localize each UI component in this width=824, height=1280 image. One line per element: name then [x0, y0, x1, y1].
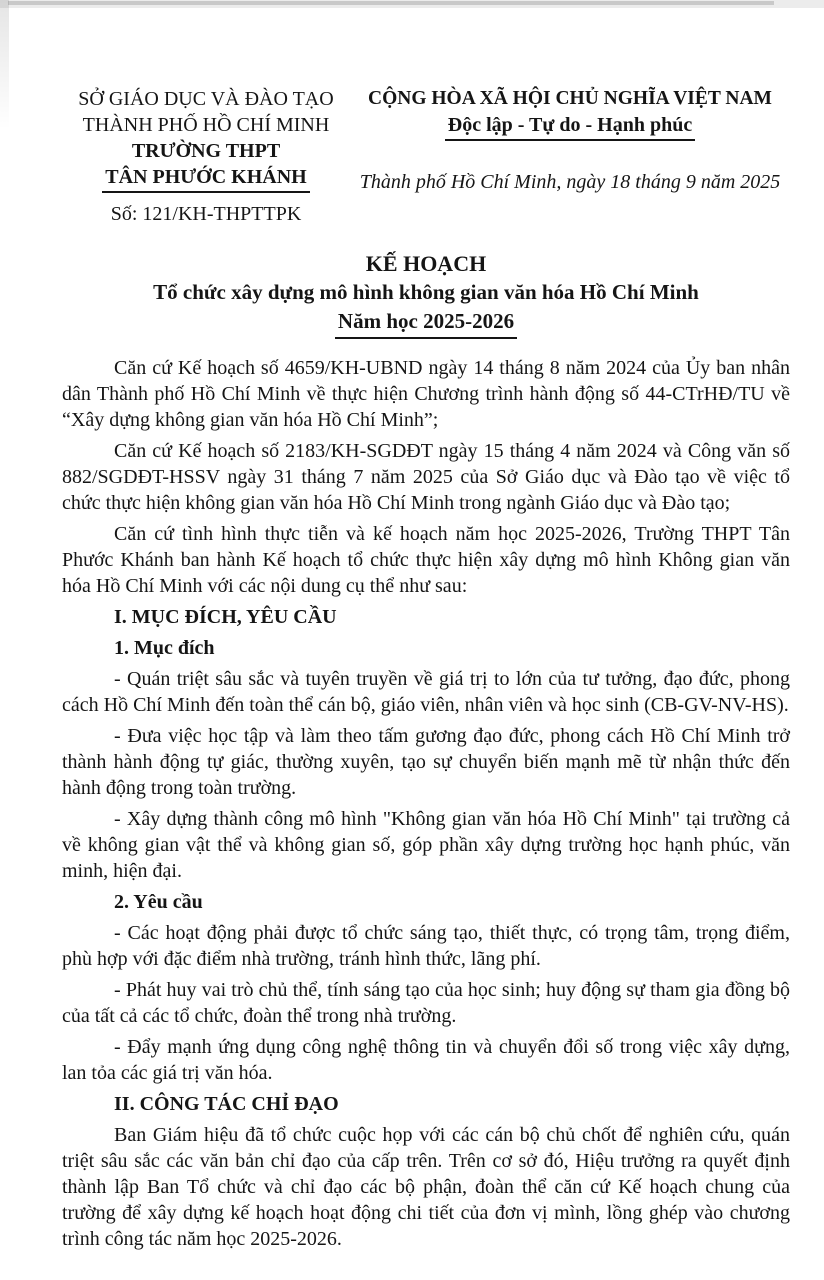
paragraph: - Đưa việc học tập và làm theo tấm gương đạo đức, phong cách Hồ Chí Minh trở thành hành động tự giác, thường xuyên, tạo sự chuyển biến mạnh mẽ từ nhận thức đến hành động trong toàn trường. [62, 725, 790, 799]
title-block [62, 249, 790, 339]
paragraph: - Xây dựng thành công mô hình "Không gian văn hóa Hồ Chí Minh" tại trường cả về không gian vật thể và không gian số, góp phần xây dựng trường học hạnh phúc, văn minh, hiện đại. [62, 808, 790, 882]
school-line-1: TRƯỜNG THPT [131, 140, 281, 162]
paragraph: - Quán triệt sâu sắc và tuyên truyền về giá trị to lớn của tư tưởng, đạo đức, phong cách Hồ Chí Minh đến toàn thể cán bộ, giáo viên, nhân viên và học sinh (CB-GV-NV-HS). [62, 668, 790, 716]
section-heading: II. CÔNG TÁC CHỈ ĐẠO [114, 1093, 339, 1115]
issuing-org-block [62, 86, 350, 227]
school-year-wrap [62, 307, 790, 339]
document-body [62, 355, 790, 1252]
national-motto: Độc lập - Tự do - Hạnh phúc [445, 112, 695, 141]
section-heading: 2. Yêu cầu [114, 891, 203, 913]
document-number: Số: 121/KH-THPTTPK [110, 203, 302, 225]
paragraph: - Phát huy vai trò chủ thể, tính sáng tạo của học sinh; huy động sự tham gia đồng bộ của tất cả các tổ chức, đoàn thể trong nhà trường. [62, 979, 790, 1027]
page-top-edge [0, 0, 824, 8]
paragraph: Căn cứ Kế hoạch số 4659/KH-UBND ngày 14 tháng 8 năm 2024 của Ủy ban nhân dân Thành phố Hồ Chí Minh về thực hiện Chương trình hành động số 44-CTrHĐ/TU về “Xây dựng không gian văn hóa Hồ Chí Minh”; [62, 357, 790, 431]
document-subtitle: Tổ chức xây dựng mô hình không gian văn hóa Hồ Chí Minh [153, 280, 699, 304]
school-year-line: Năm học 2025-2026 [335, 307, 517, 339]
national-title: CỘNG HÒA XÃ HỘI CHỦ NGHĨA VIỆT NAM [368, 88, 772, 109]
section-heading: 1. Mục đích [114, 637, 215, 659]
paragraph: - Các hoạt động phải được tổ chức sáng tạo, thiết thực, có trọng tâm, trọng điểm, phù hợp với đặc điểm nhà trường, tránh hình thức, lãng phí. [62, 922, 790, 970]
org-line-2: THÀNH PHỐ HỒ CHÍ MINH [82, 114, 330, 136]
page-left-edge-shadow [0, 0, 9, 130]
paragraph: - Đẩy mạnh ứng dụng công nghệ thông tin và chuyển đổi số trong việc xây dựng, lan tỏa các giá trị văn hóa. [62, 1036, 790, 1084]
national-header-block [350, 86, 790, 195]
section-heading: I. MỤC ĐÍCH, YÊU CẦU [114, 606, 337, 628]
paragraph: Căn cứ Kế hoạch số 2183/KH-SGDĐT ngày 15 tháng 4 năm 2024 và Công văn số 882/SGDĐT-HSSV ngày 31 tháng 7 năm 2025 của Sở Giáo dục và Đào tạo về việc tổ chức thực hiện không gian văn hóa Hồ Chí Minh trong ngành Giáo dục và Đào tạo; [62, 440, 790, 514]
school-line-2: TÂN PHƯỚC KHÁNH [102, 164, 309, 193]
page-top-edge-line [8, 1, 774, 5]
document-header [62, 86, 790, 227]
paragraph: Ban Giám hiệu đã tổ chức cuộc họp với các cán bộ chủ chốt để nghiên cứu, quán triệt sâu sắc các văn bản chỉ đạo của cấp trên. Trên cơ sở đó, Hiệu trưởng ra quyết định thành lập Ban Tổ chức và chỉ đạo các bộ phận, đoàn thể căn cứ Kế hoạch chung của trường để xây dựng kế hoạch hoạt động chi tiết của đơn vị mình, lồng ghép vào chương trình công tác năm học 2025-2026. [62, 1124, 790, 1250]
document-title: KẾ HOẠCH [365, 251, 487, 276]
place-date-line: Thành phố Hồ Chí Minh, ngày 18 tháng 9 năm 2025 [359, 171, 781, 193]
paragraph: Căn cứ tình hình thực tiễn và kế hoạch năm học 2025-2026, Trường THPT Tân Phước Khánh ban hành Kế hoạch tổ chức thực hiện xây dựng mô hình Không gian văn hóa Hồ Chí Minh với các nội dung cụ thể như sau: [62, 523, 790, 597]
national-motto-wrap [350, 112, 790, 141]
school-line-2-wrap [62, 164, 350, 193]
org-line-1: SỞ GIÁO DỤC VÀ ĐÀO TẠO [78, 88, 334, 110]
